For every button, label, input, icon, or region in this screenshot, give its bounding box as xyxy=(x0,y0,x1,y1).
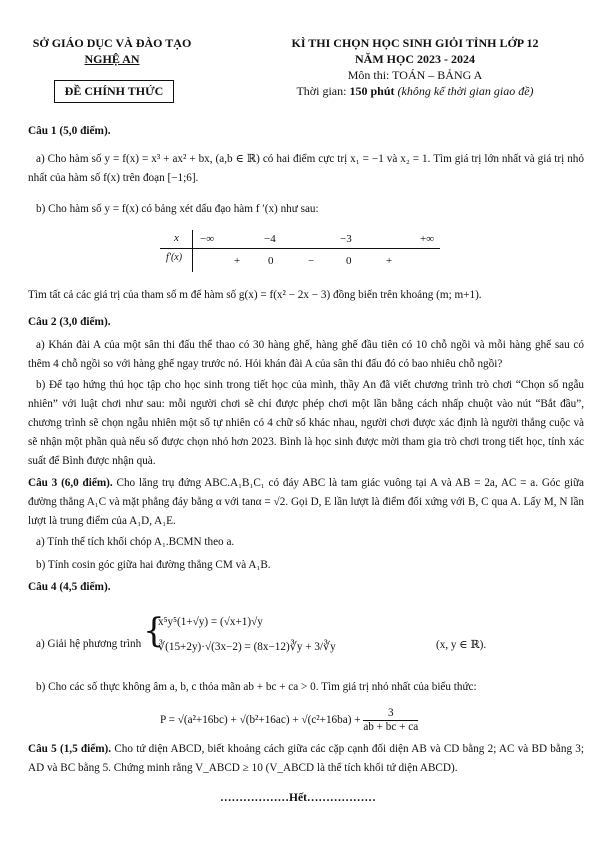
sign-table xyxy=(160,230,440,272)
x-val-1: −4 xyxy=(264,233,276,245)
official-stamp: ĐỀ CHÍNH THỨC xyxy=(54,80,174,103)
q2-part-b: b) Để tạo hứng thú học tập cho học sinh trong tiết học của mình, thầy An đã viết chương trình trò chơi “Chọn số ngẫu nhiên” với luật chơi như sau: mỗi người chơi sẽ chỉ được phép chơi một lần bằng cách nhấp chuột vào nút “Bắt đầu”, chương trình sẽ chọn ngẫu nhiên một số tự nhiên có 4 chữ số khác nhau, người chơi được xác định là người thắng cuộc và sẽ nhận một phần quà nếu số được chọn nhỏ hơn 2023. Bình là học sinh được mời tham gia trò chơi trong tiết học, tính xác suất để Bình được nhận quà. xyxy=(28,379,584,467)
p-fraction xyxy=(363,707,418,734)
q3-text: Cho lăng trụ đứng ABC.A₁B₁C₁ có đáy ABC là tam giác vuông tại A và AB = 2a, AC = a. Góc giữa đường thẳng A₁C và mặt phẳng đáy bằng α với tanα = √2. Gọi D, E lần lượt là điểm đối xứng với B, C qua A. Lấy M, N lần lượt là trung điểm của A₁D, A₁E. xyxy=(28,477,584,527)
x-val-0: −∞ xyxy=(200,233,215,245)
time-line xyxy=(250,84,580,99)
school-year: NĂM HỌC 2023 - 2024 xyxy=(355,52,475,66)
q1-part-b: b) Cho hàm số y = f(x) có bảng xét dấu đạo hàm f ′(x) như sau: xyxy=(36,203,319,215)
province-name: NGHỆ AN xyxy=(84,52,140,66)
q4-part-b: b) Cho các số thực không âm a, b, c thỏa mãn ab + bc + ca > 0. Tìm giá trị nhỏ nhất của biểu thức: xyxy=(36,681,477,693)
p-expression-text: P = √(a²+16bc) + √(b²+16ac) + √(c²+16ba) + xyxy=(160,714,361,727)
time-note: (không kể thời gian giao đề) xyxy=(394,84,534,98)
q5-statement xyxy=(28,740,584,778)
p-fraction-num: 3 xyxy=(363,707,418,721)
system-condition: (x, y ∈ ℝ). xyxy=(436,639,487,651)
sign-2: − xyxy=(308,255,315,267)
q3-statement xyxy=(28,474,584,531)
sign-1: 0 xyxy=(268,255,274,267)
exam-title: KÌ THI CHỌN HỌC SINH GIỎI TỈNH LỚP 12 xyxy=(291,36,539,50)
sign-table-fp-label: f′(x) xyxy=(166,252,183,263)
q1-part-a: a) Cho hàm số y = f(x) = x³ + ax² + bx, (a,b ∈ ℝ) có hai điểm cực trị x₁ = −1 và x₂ = 1. Tìm giá trị lớn nhất và giá trị nhỏ nhất của hàm số f(x) trên đoạn [−1;6]. xyxy=(28,153,584,184)
time-label: Thời gian: xyxy=(296,84,350,98)
q5-text: Cho tứ diện ABCD, biết khoảng cách giữa các cặp cạnh đối diện AB và CD bằng 2; AC và BD bằng 3; AD và BC bằng 5. Chứng minh rằng V_ABCD ≥ 10 (V_ABCD là thể tích khối tứ diện ABCD). xyxy=(28,743,584,774)
x-val-3: +∞ xyxy=(420,233,435,245)
sign-table-hline xyxy=(160,248,440,249)
p-fraction-den: ab + bc + ca xyxy=(363,721,419,733)
q3-part-b: b) Tính cosin góc giữa hai đường thẳng CM và A₁B. xyxy=(36,559,271,571)
sign-table-x-label: x xyxy=(174,232,179,244)
department-name: SỞ GIÁO DỤC VÀ ĐÀO TẠO xyxy=(32,36,192,50)
x-val-2: −3 xyxy=(340,233,352,245)
sign-0: + xyxy=(234,255,241,267)
end-marker: ………………Hết……………… xyxy=(220,792,376,804)
sign-4: + xyxy=(386,255,393,267)
sign-table-vline xyxy=(192,230,193,272)
q2-part-a: a) Khán đài A của một sân thi đấu thể thao có 30 hàng ghế, hàng ghế đầu tiên có 10 chỗ ngồi và mỗi hàng ghế sau có thêm 4 chỗ ngồi so với hàng ghế ngay trước nó. Hỏi khán đài A của sân thi đấu đó có bao nhiêu chỗ ngồi? xyxy=(28,339,584,370)
q5-title: Câu 5 (1,5 điểm). xyxy=(28,743,112,755)
system-brace: { xyxy=(143,611,165,651)
q1-part-b-question: Tìm tất cả các giá trị của tham số m để hàm số g(x) = f(x² − 2x − 3) đồng biến trên khoảng (m; m+1). xyxy=(28,289,482,301)
q3-part-a: a) Tính thể tích khối chóp A₁.BCMN theo a. xyxy=(36,536,235,548)
subject-line: Môn thi: TOÁN – BẢNG A xyxy=(347,68,483,82)
q4-part-a-label: a) Giải hệ phương trình xyxy=(36,638,142,650)
time-value: 150 phút xyxy=(349,84,395,98)
system-eq2: ∛(15+2y)·√(3x−2) = (8x−12)∛y + 3/∛y xyxy=(158,641,336,653)
q4-title: Câu 4 (4,5 điểm). xyxy=(28,581,111,593)
q1-title: Câu 1 (5,0 điểm). xyxy=(28,125,111,137)
q2-title: Câu 2 (3,0 điểm). xyxy=(28,316,111,328)
q3-title: Câu 3 (6,0 điểm). xyxy=(28,477,113,489)
p-expression xyxy=(160,707,418,734)
system-eq1: x⁵y⁵(1+√y) = (√x+1)√y xyxy=(158,616,263,628)
sign-3: 0 xyxy=(346,255,352,267)
